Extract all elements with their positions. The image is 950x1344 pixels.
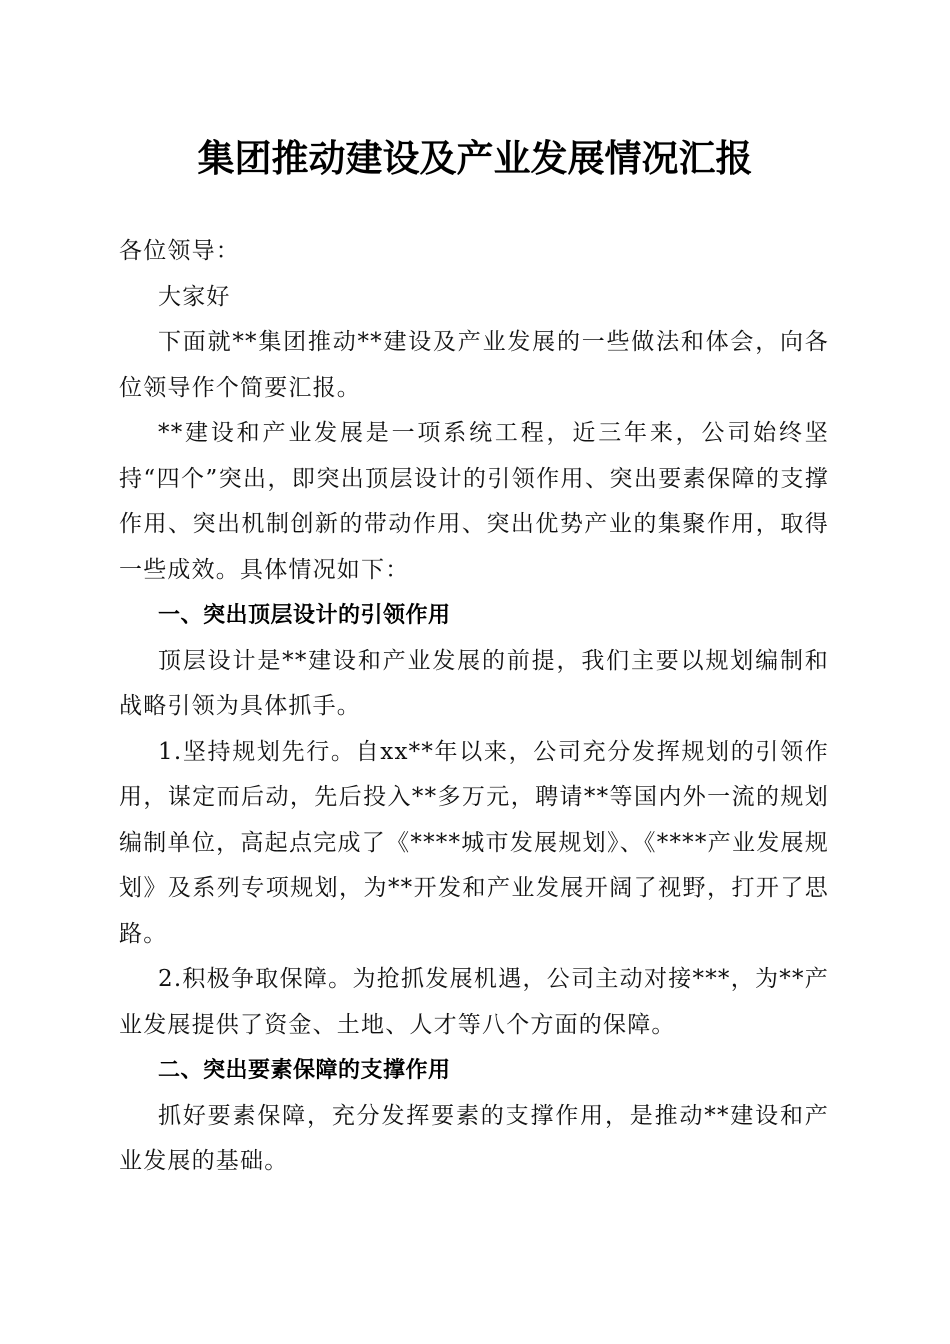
greeting: 大家好 [158,283,231,310]
section-2-lead: 抓好要素保障，充分发挥要素的支撑作用，是推动**建设和产业发展的基础。 [119,1102,829,1174]
overview-paragraph: **建设和产业发展是一项系统工程，近三年来，公司始终坚持“四个”突出，即突出顶层设计的引领作用、突出要素保障的支撑作用、突出机制创新的带动作用、突出优势产业的集聚作用，取得一些成效。具体情况如下： [119,420,829,583]
intro-paragraph: 下面就**集团推动**建设及产业发展的一些做法和体会，向各位领导作个简要汇报。 [119,329,829,401]
section-2-heading: 二、突出要素保障的支撑作用 [158,1058,451,1083]
document-body [119,229,829,1185]
section-1-point-2: 2.积极争取保障。为抢抓发展机遇，公司主动对接***，为**产业发展提供了资金、土地、人才等八个方面的保障。 [119,966,829,1038]
section-1-heading: 一、突出顶层设计的引领作用 [158,603,451,628]
document-title: 集团推动建设及产业发展情况汇报 [197,136,753,180]
section-1-lead: 顶层设计是**建设和产业发展的前提，我们主要以规划编制和战略引领为具体抓手。 [119,647,829,719]
salutation: 各位领导： [119,238,240,264]
section-1-point-1: 1.坚持规划先行。自xx**年以来，公司充分发挥规划的引领作用，谋定而后动，先后投入**多万元，聘请**等国内外一流的规划编制单位，高起点完成了《****城市发展规划》、《****产业发展规划》及系列专项规划，为**开发和产业发展开阔了视野，打开了思路。 [119,738,829,947]
